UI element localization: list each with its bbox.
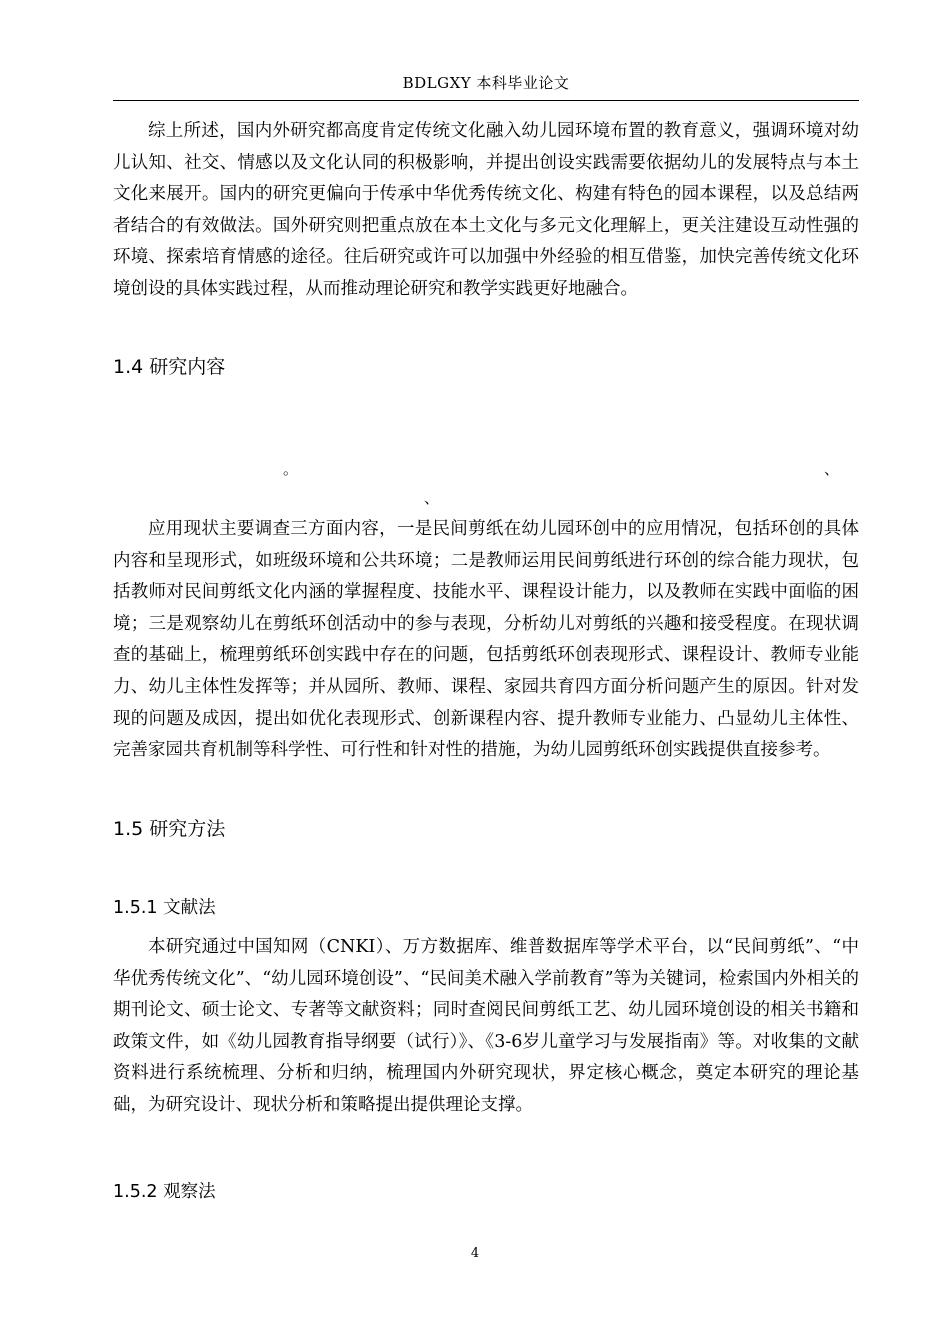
stray-mark-period: 。 (283, 460, 299, 478)
paragraph-research-content: 应用现状主要调查三方面内容，一是民间剪纸在幼儿园环创中的应用情况，包括环创的具体内容和呈现形式，如班级环境和公共环境；二是教师运用民间剪纸进行环创的综合能力现状，包括教师对民间剪纸文化内涵的掌握程度、技能水平、课程设计能力，以及教师在实践中面临的困境；三是观察幼儿在剪纸环创活动中的参与表现，分析幼儿对剪纸的兴趣和接受程度。在现状调查的基础上，梳理剪纸环创实践中存在的问题，包括剪纸环创表现形式、课程设计、教师专业能力、幼儿主体性发挥等；并从园所、教师、课程、家园共育四方面分析问题产生的原因。针对发现的问题及成因，提出如优化表现形式、创新课程内容、提升教师专业能力、凸显幼儿主体性、完善家园共育机制等科学性、可行性和针对性的措施，为幼儿园剪纸环创实践提供直接参考。 (113, 519, 859, 761)
heading-research-content: 1.4 研究内容 (113, 356, 226, 378)
heading-research-method: 1.5 研究方法 (113, 818, 226, 840)
paragraph-summary: 综上所述，国内外研究都高度肯定传统文化融入幼儿园环境布置的教育意义，强调环境对幼儿认知、社交、情感以及文化认同的积极影响，并提出创设实践需要依据幼儿的发展特点与本土文化来展开。国内的研究更偏向于传承中华优秀传统文化、构建有特色的园本课程，以及总结两者结合的有效做法。国外研究则把重点放在本土文化与多元文化理解上，更关注建设互动性强的环境、探索培育情感的途径。往后研究或许可以加强中外经验的相互借鉴，加快完善传统文化环境创设的具体实践过程，从而推动理论研究和教学实践更好地融合。 (113, 121, 859, 299)
paragraph-literature-method: 本研究通过中国知网（CNKI）、万方数据库、维普数据库等学术平台，以“民间剪纸”、“中华优秀传统文化”、“幼儿园环境创设”、“民间美术融入学前教育”等为关键词，检索国内外相关的期刊论文、硕士论文、专著等文献资料；同时查阅民间剪纸工艺、幼儿园环境创设的相关书籍和政策文件，如《幼儿园教育指导纲要（试行）》、《3-6岁儿童学习与发展指南》等。对收集的文献资料进行系统梳理、分析和归纳，梳理国内外研究现状，界定核心概念，奠定本研究的理论基础，为研究设计、现状分析和策略提出提供理论支撑。 (113, 937, 859, 1115)
heading-literature-method: 1.5.1 文献法 (113, 898, 216, 918)
page-number: 4 (470, 1246, 480, 1261)
stray-mark-comma-2: 、 (424, 489, 440, 507)
running-header: BDLGXY 本科毕业论文 (402, 74, 570, 92)
stray-mark-comma-1: 、 (824, 460, 840, 478)
heading-observation-method: 1.5.2 观察法 (113, 1182, 216, 1202)
header-rule (113, 100, 859, 101)
